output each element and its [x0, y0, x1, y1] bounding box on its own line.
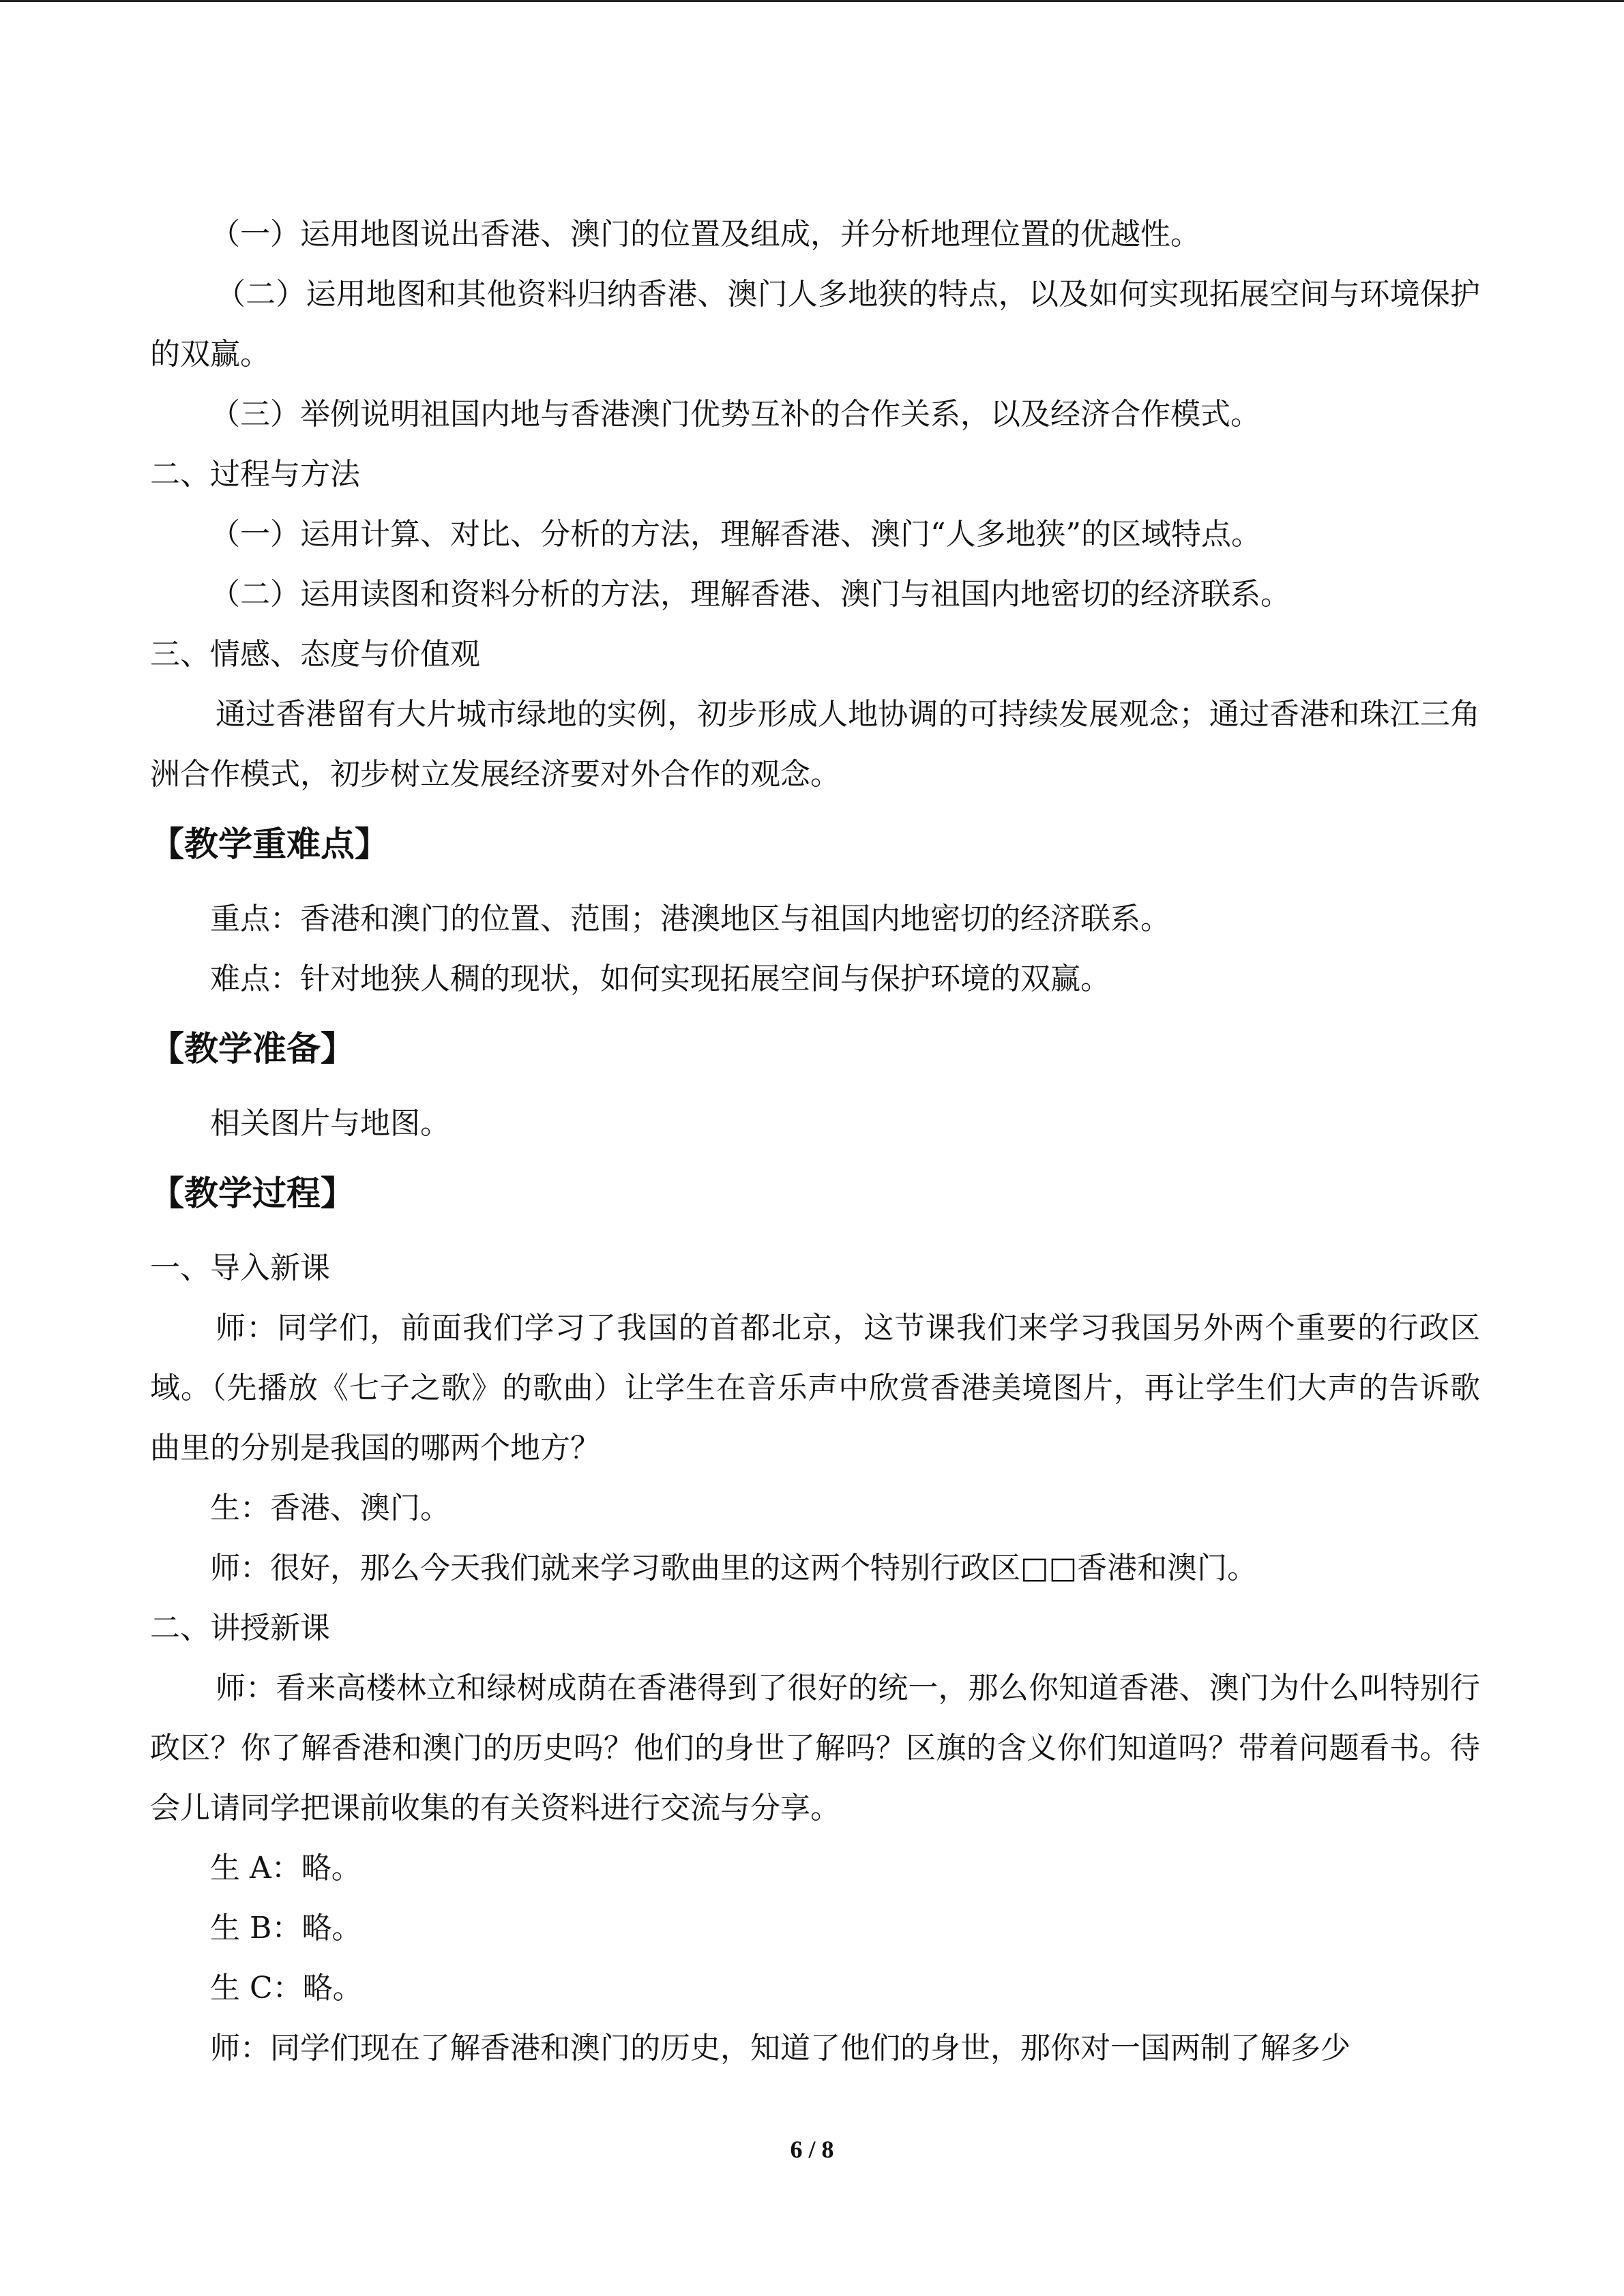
- values-title: 三、情感、态度与价值观: [150, 637, 480, 672]
- top-border-line: [0, 0, 1624, 2]
- values-paragraph: 通过香港留有大片城市绿地的实例，初步形成人地协调的可持续发展观念；通过香港和珠江三角洲合作模式，初步树立发展经济要对外合作的观念。: [150, 697, 1480, 792]
- key-points-heading: 【教学重难点】: [150, 824, 389, 864]
- intro-title: 一、导入新课: [150, 1251, 330, 1285]
- student-c-reply: 生 C：略。: [210, 1971, 363, 2006]
- key-point-difficulty: 难点：针对地狭人稠的现状，如何实现拓展空间与保护环境的双赢。: [210, 961, 1110, 996]
- knowledge-item-3: （三）举例说明祖国内地与香港澳门优势互补的合作关系，以及经济合作模式。: [210, 397, 1260, 432]
- preparation-heading: 【教学准备】: [150, 1029, 355, 1069]
- intro-teacher-paragraph: 师：同学们，前面我们学习了我国的首都北京，这节课我们来学习我国另外两个重要的行政区域。（先播放《七子之歌》的歌曲）让学生在音乐声中欣赏香港美境图片，再让学生们大声的告诉歌曲里的分别是我国的哪两个地方？: [150, 1311, 1480, 1465]
- lecture-title: 二、讲授新课: [150, 1611, 330, 1645]
- process-item-2: （二）运用读图和资料分析的方法，理解香港、澳门与祖国内地密切的经济联系。: [210, 577, 1290, 612]
- preparation-text: 相关图片与地图。: [210, 1106, 450, 1141]
- process-item-1: （一）运用计算、对比、分析的方法，理解香港、澳门“人多地狭”的区域特点。: [210, 517, 1261, 552]
- intro-teacher-reply: 师：很好，那么今天我们就来学习歌曲里的这两个特别行政区□□香港和澳门。: [210, 1551, 1258, 1585]
- process-method-title: 二、过程与方法: [150, 457, 360, 492]
- knowledge-item-2: （二）运用地图和其他资料归纳香港、澳门人多地狭的特点，以及如何实现拓展空间与环境保护的双赢。: [150, 277, 1480, 372]
- lecture-teacher-paragraph: 师：看来高楼林立和绿树成荫在香港得到了很好的统一，那么你知道香港、澳门为什么叫特别行政区？你了解香港和澳门的历史吗？他们的身世了解吗？区旗的含义你们知道吗？带着问题看书。待会儿请同学把课前收集的有关资料进行交流与分享。: [150, 1671, 1480, 1825]
- page-number: 6 / 8: [790, 2136, 834, 2163]
- student-b-reply: 生 B：略。: [210, 1911, 362, 1945]
- intro-student-reply: 生：香港、澳门。: [210, 1491, 450, 1525]
- lecture-teacher-followup: 师：同学们现在了解香港和澳门的历史，知道了他们的身世，那你对一国两制了解多少: [210, 2031, 1350, 2066]
- key-point-focus: 重点：香港和澳门的位置、范围；港澳地区与祖国内地密切的经济联系。: [210, 901, 1170, 936]
- teaching-process-heading: 【教学过程】: [150, 1174, 355, 1213]
- knowledge-item-1: （一）运用地图说出香港、澳门的位置及组成，并分析地理位置的优越性。: [210, 217, 1200, 252]
- student-a-reply: 生 A：略。: [210, 1851, 361, 1885]
- document-page: [150, 205, 1480, 2078]
